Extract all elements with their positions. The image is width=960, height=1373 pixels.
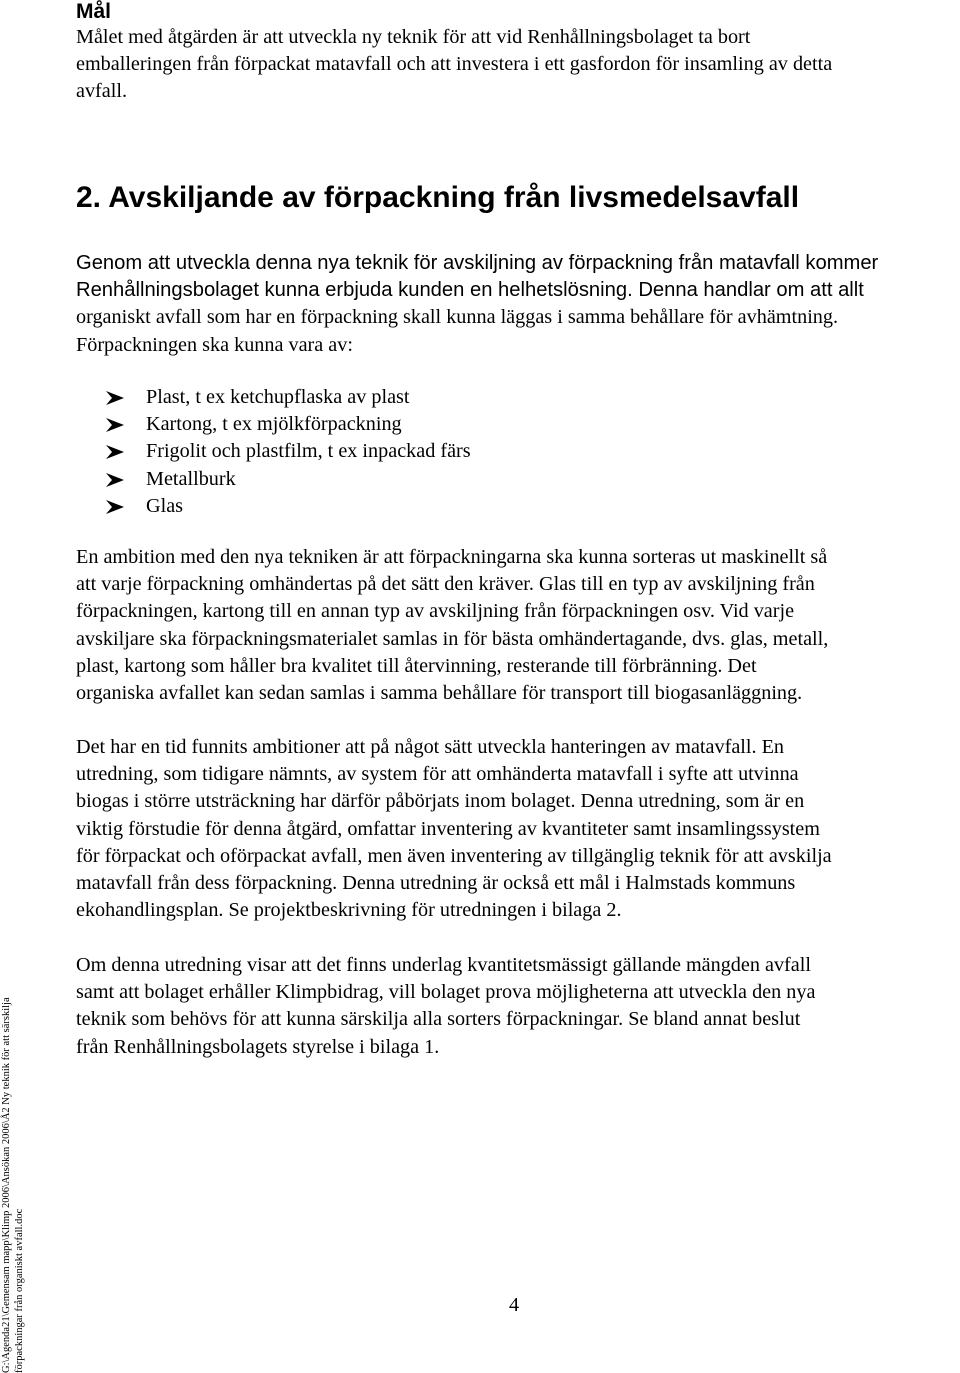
section-heading-2: 2. Avskiljande av förpackning från livsmedelsavfall: [76, 181, 800, 214]
list-item: [106, 411, 471, 438]
list-item: [106, 466, 471, 493]
text-line: organiskt avfall som har en förpackning skall kunna läggas i samma behållare för avhämtning.: [76, 306, 839, 329]
material-list: [106, 384, 471, 520]
text-line: samt att bolaget erhåller Klimpbidrag, vill bolaget prova möjligheterna att utveckla den nya: [76, 981, 816, 1004]
text-line-mixed: [76, 277, 956, 304]
list-item-text: Plast, t ex ketchupflaska av plast: [146, 386, 410, 408]
text-span: Denna handlar om att allt: [632, 279, 864, 302]
text-line: plast, kartong som håller bra kvalitet till återvinning, resterande till förbränning. Det: [76, 654, 757, 677]
text-line: från Renhållningsbolagets styrelse i bilaga 1.: [76, 1035, 440, 1058]
text-line: avskiljare ska förpackningsmaterialet samlas in för bästa omhändertagande, dvs. glas, metall,: [76, 627, 829, 650]
arrowhead-bullet-icon: [106, 391, 124, 405]
list-item: [106, 493, 471, 520]
text-line: Förpackningen ska kunna vara av:: [76, 333, 353, 356]
text-line: ekohandlingsplan. Se projektbeskrivning för utredningen i bilaga 2.: [76, 899, 622, 922]
list-item-text: Metallburk: [146, 467, 236, 490]
file-path-line: G:\Agenda21\Gemensam mapp\Klimp 2006\Ansökan 2006\Å2 Ny teknik för att särskilja: [1, 997, 12, 1373]
arrowhead-bullet-icon: [106, 473, 124, 487]
text-line: viktig förstudie för denna åtgärd, omfattar inventering av kvantiteter samt insamlingssystem: [76, 817, 820, 840]
text-line: förpackningen, kartong till en annan typ av avskiljning från förpackningen osv. Vid varje: [76, 600, 795, 623]
footer-file-path: [0, 997, 26, 1373]
list-item: [106, 384, 471, 411]
paragraph-ambition: [76, 544, 956, 707]
paragraph-result: [76, 952, 956, 1061]
text-line: emballeringen från förpackat matavfall och att investera i ett gasfordon för insamling av detta: [76, 53, 833, 76]
text-line: teknik som behövs för att kunna särskilja alla sorters förpackningar. Se bland annat beslut: [76, 1008, 801, 1031]
arrowhead-bullet-icon: [106, 500, 124, 514]
text-line: Målet med åtgärden är att utveckla ny teknik för att vid Renhållningsbolaget ta bort: [76, 26, 751, 48]
text-line: avfall.: [76, 80, 128, 103]
text-line: för förpackat och oförpackat avfall, men även inventering av tillgänglig teknik för att avskilja: [76, 844, 832, 867]
paragraph-history: [76, 734, 956, 924]
list-item-text: Kartong, t ex mjölkförpackning: [146, 413, 402, 436]
text-span: Renhållningsbolaget kunna erbjuda kunden en helhetslösning.: [76, 279, 633, 302]
file-path-line: förpackningar från organiskt avfall.doc: [14, 1208, 25, 1373]
arrowhead-bullet-icon: [106, 445, 124, 459]
text-line: Genom att utveckla denna nya teknik för avskiljning av förpackning från matavfall kommer: [76, 252, 879, 274]
text-line: biogas i större utsträckning har därför påbörjats inom bolaget. Denna utredning, som är en: [76, 790, 805, 813]
text-line: utredning, som tidigare nämnts, av system för att omhänderta matavfall i syfte att utvinna: [76, 763, 799, 786]
text-line: att varje förpackning omhändertas på det sätt den kräver. Glas till en typ av avskiljning från: [76, 573, 815, 596]
text-line: Det har en tid funnits ambitioner att på något sätt utveckla hanteringen av matavfall. En: [76, 736, 785, 758]
arrowhead-bullet-icon: [106, 418, 124, 432]
text-line: En ambition med den nya tekniken är att förpackningarna ska kunna sorteras ut maskinellt så: [76, 546, 828, 568]
text-line: Om denna utredning visar att det finns underlag kvantitetsmässigt gällande mängden avfall: [76, 954, 811, 976]
list-item: [106, 438, 471, 465]
list-item-text: Glas: [146, 494, 184, 517]
text-line: organiska avfallet kan sedan samlas i samma behållare för transport till biogasanläggning.: [76, 682, 803, 705]
section-heading-mal: Mål: [76, 0, 112, 23]
text-line: matavfall från dess förpackning. Denna utredning är också ett mål i Halmstads kommuns: [76, 872, 796, 895]
paragraph-intro: [76, 250, 956, 359]
paragraph-mal: [76, 24, 956, 106]
page-number: 4: [509, 1294, 520, 1316]
list-item-text: Frigolit och plastfilm, t ex inpackad färs: [146, 440, 471, 463]
